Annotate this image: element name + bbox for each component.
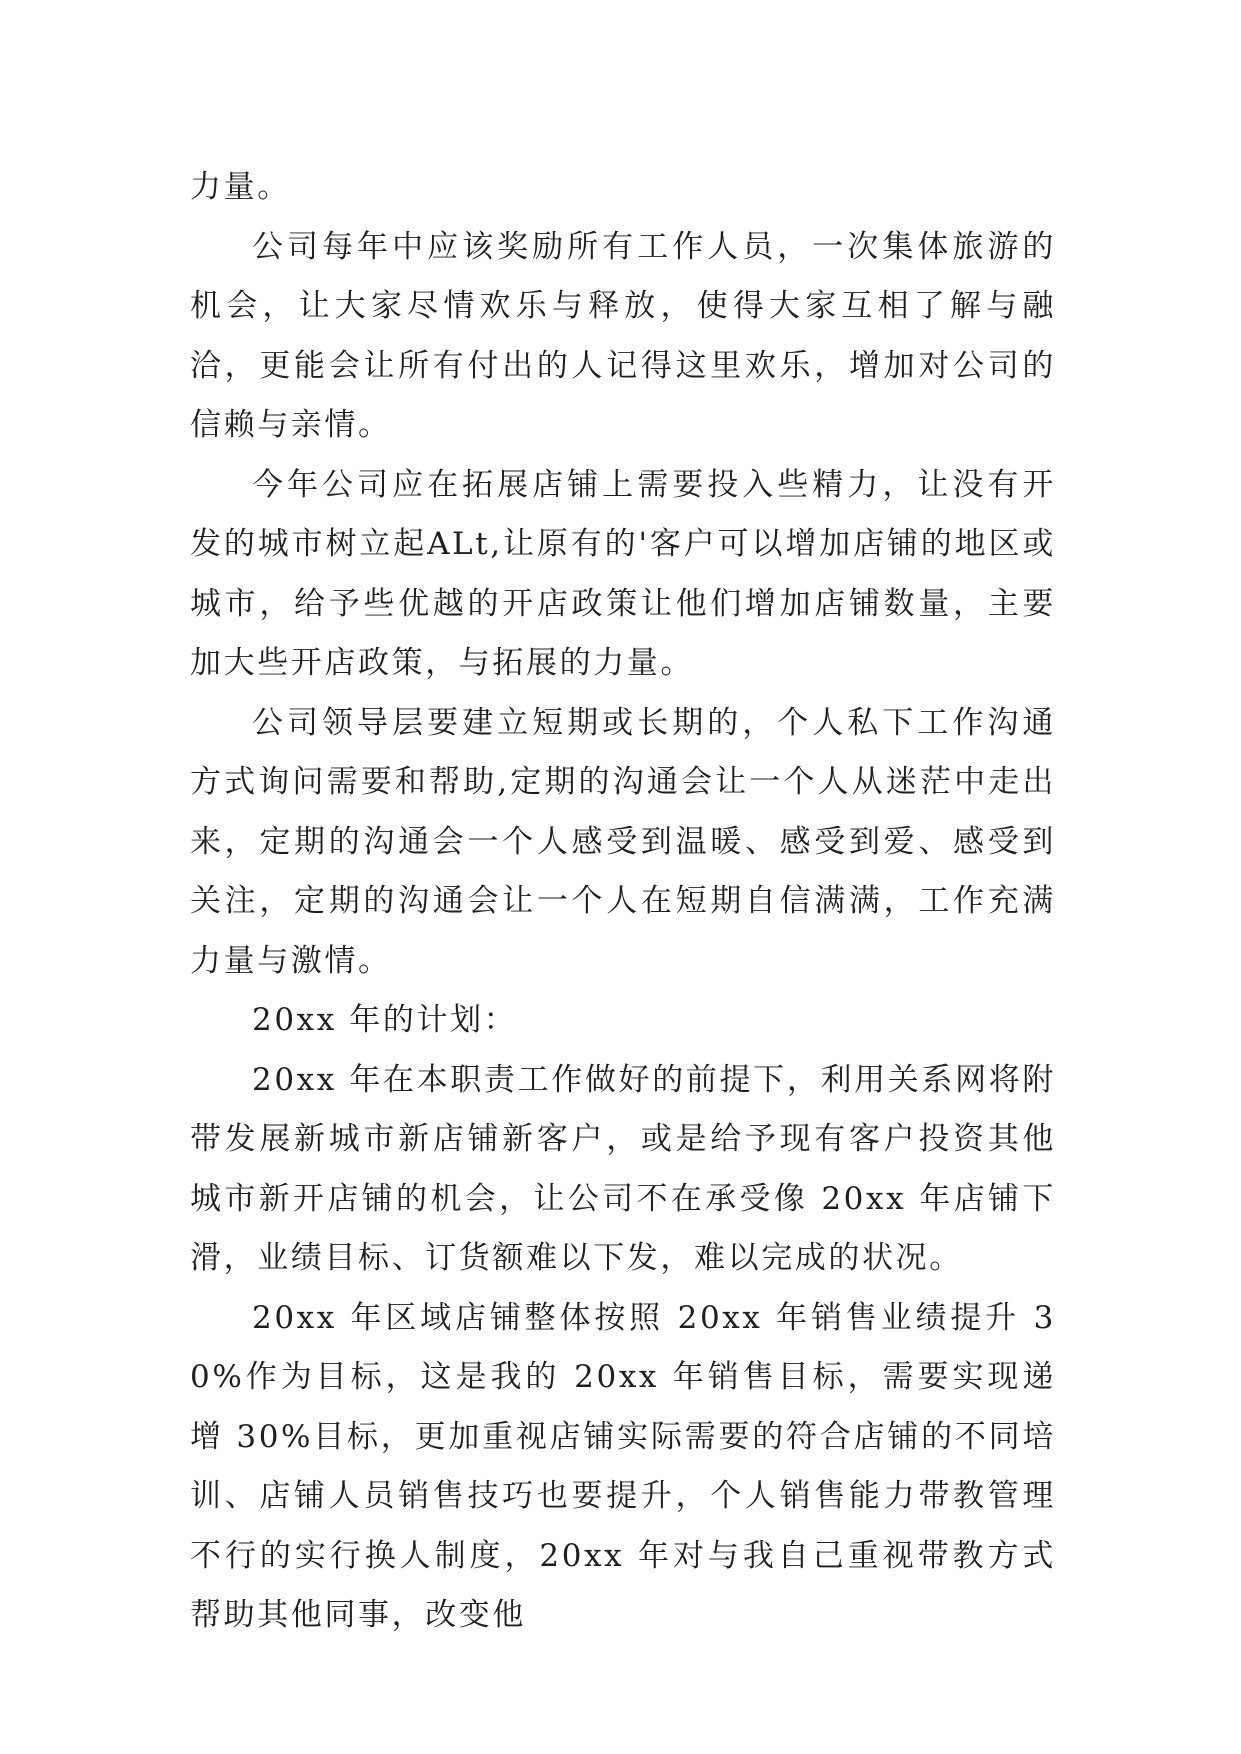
document-body [190, 158, 1056, 1646]
paragraph: 公司领导层要建立短期或长期的，个人私下工作沟通方式询问需要和帮助,定期的沟通会让一个人从迷茫中走出来，定期的沟通会一个人感受到温暖、感受到爱、感受到关注，定期的沟通会让一个人在短期自信满满，工作充满力量与激情。 [190, 704, 1056, 979]
paragraph: 20xx 年区域店铺整体按照 20xx 年销售业绩提升 30%作为目标，这是我的 20xx 年销售目标，需要实现递增 30%目标，更加重视店铺实际需要的符合店铺的不同培训、店铺人员销售技巧也要提升，个人销售能力带教管理不行的实行换人制度，20xx 年对与我自己重视带教方式帮助其他同事，改变他 [190, 1299, 1056, 1633]
paragraph: 今年公司应在拓展店铺上需要投入些精力，让没有开发的城市树立起ALt,让原有的'客户可以增加店铺的地区或城市，给予些优越的开店政策让他们增加店铺数量，主要加大些开店政策，与拓展的力量。 [190, 466, 1056, 681]
paragraph: 20xx 年在本职责工作做好的前提下，利用关系网将附带发展新城市新店铺新客户，或是给予现有客户投资其他城市新开店铺的机会，让公司不在承受像 20xx 年店铺下滑，业绩目标、订货额难以下发，难以完成的状况。 [190, 1061, 1056, 1276]
paragraph: 力量。 [190, 169, 291, 205]
paragraph: 公司每年中应该奖励所有工作人员，一次集体旅游的机会，让大家尽情欢乐与释放，使得大家互相了解与融洽，更能会让所有付出的人记得这里欢乐，增加对公司的信赖与亲情。 [190, 228, 1056, 443]
plan-heading: 20xx 年的计划： [252, 1002, 518, 1038]
